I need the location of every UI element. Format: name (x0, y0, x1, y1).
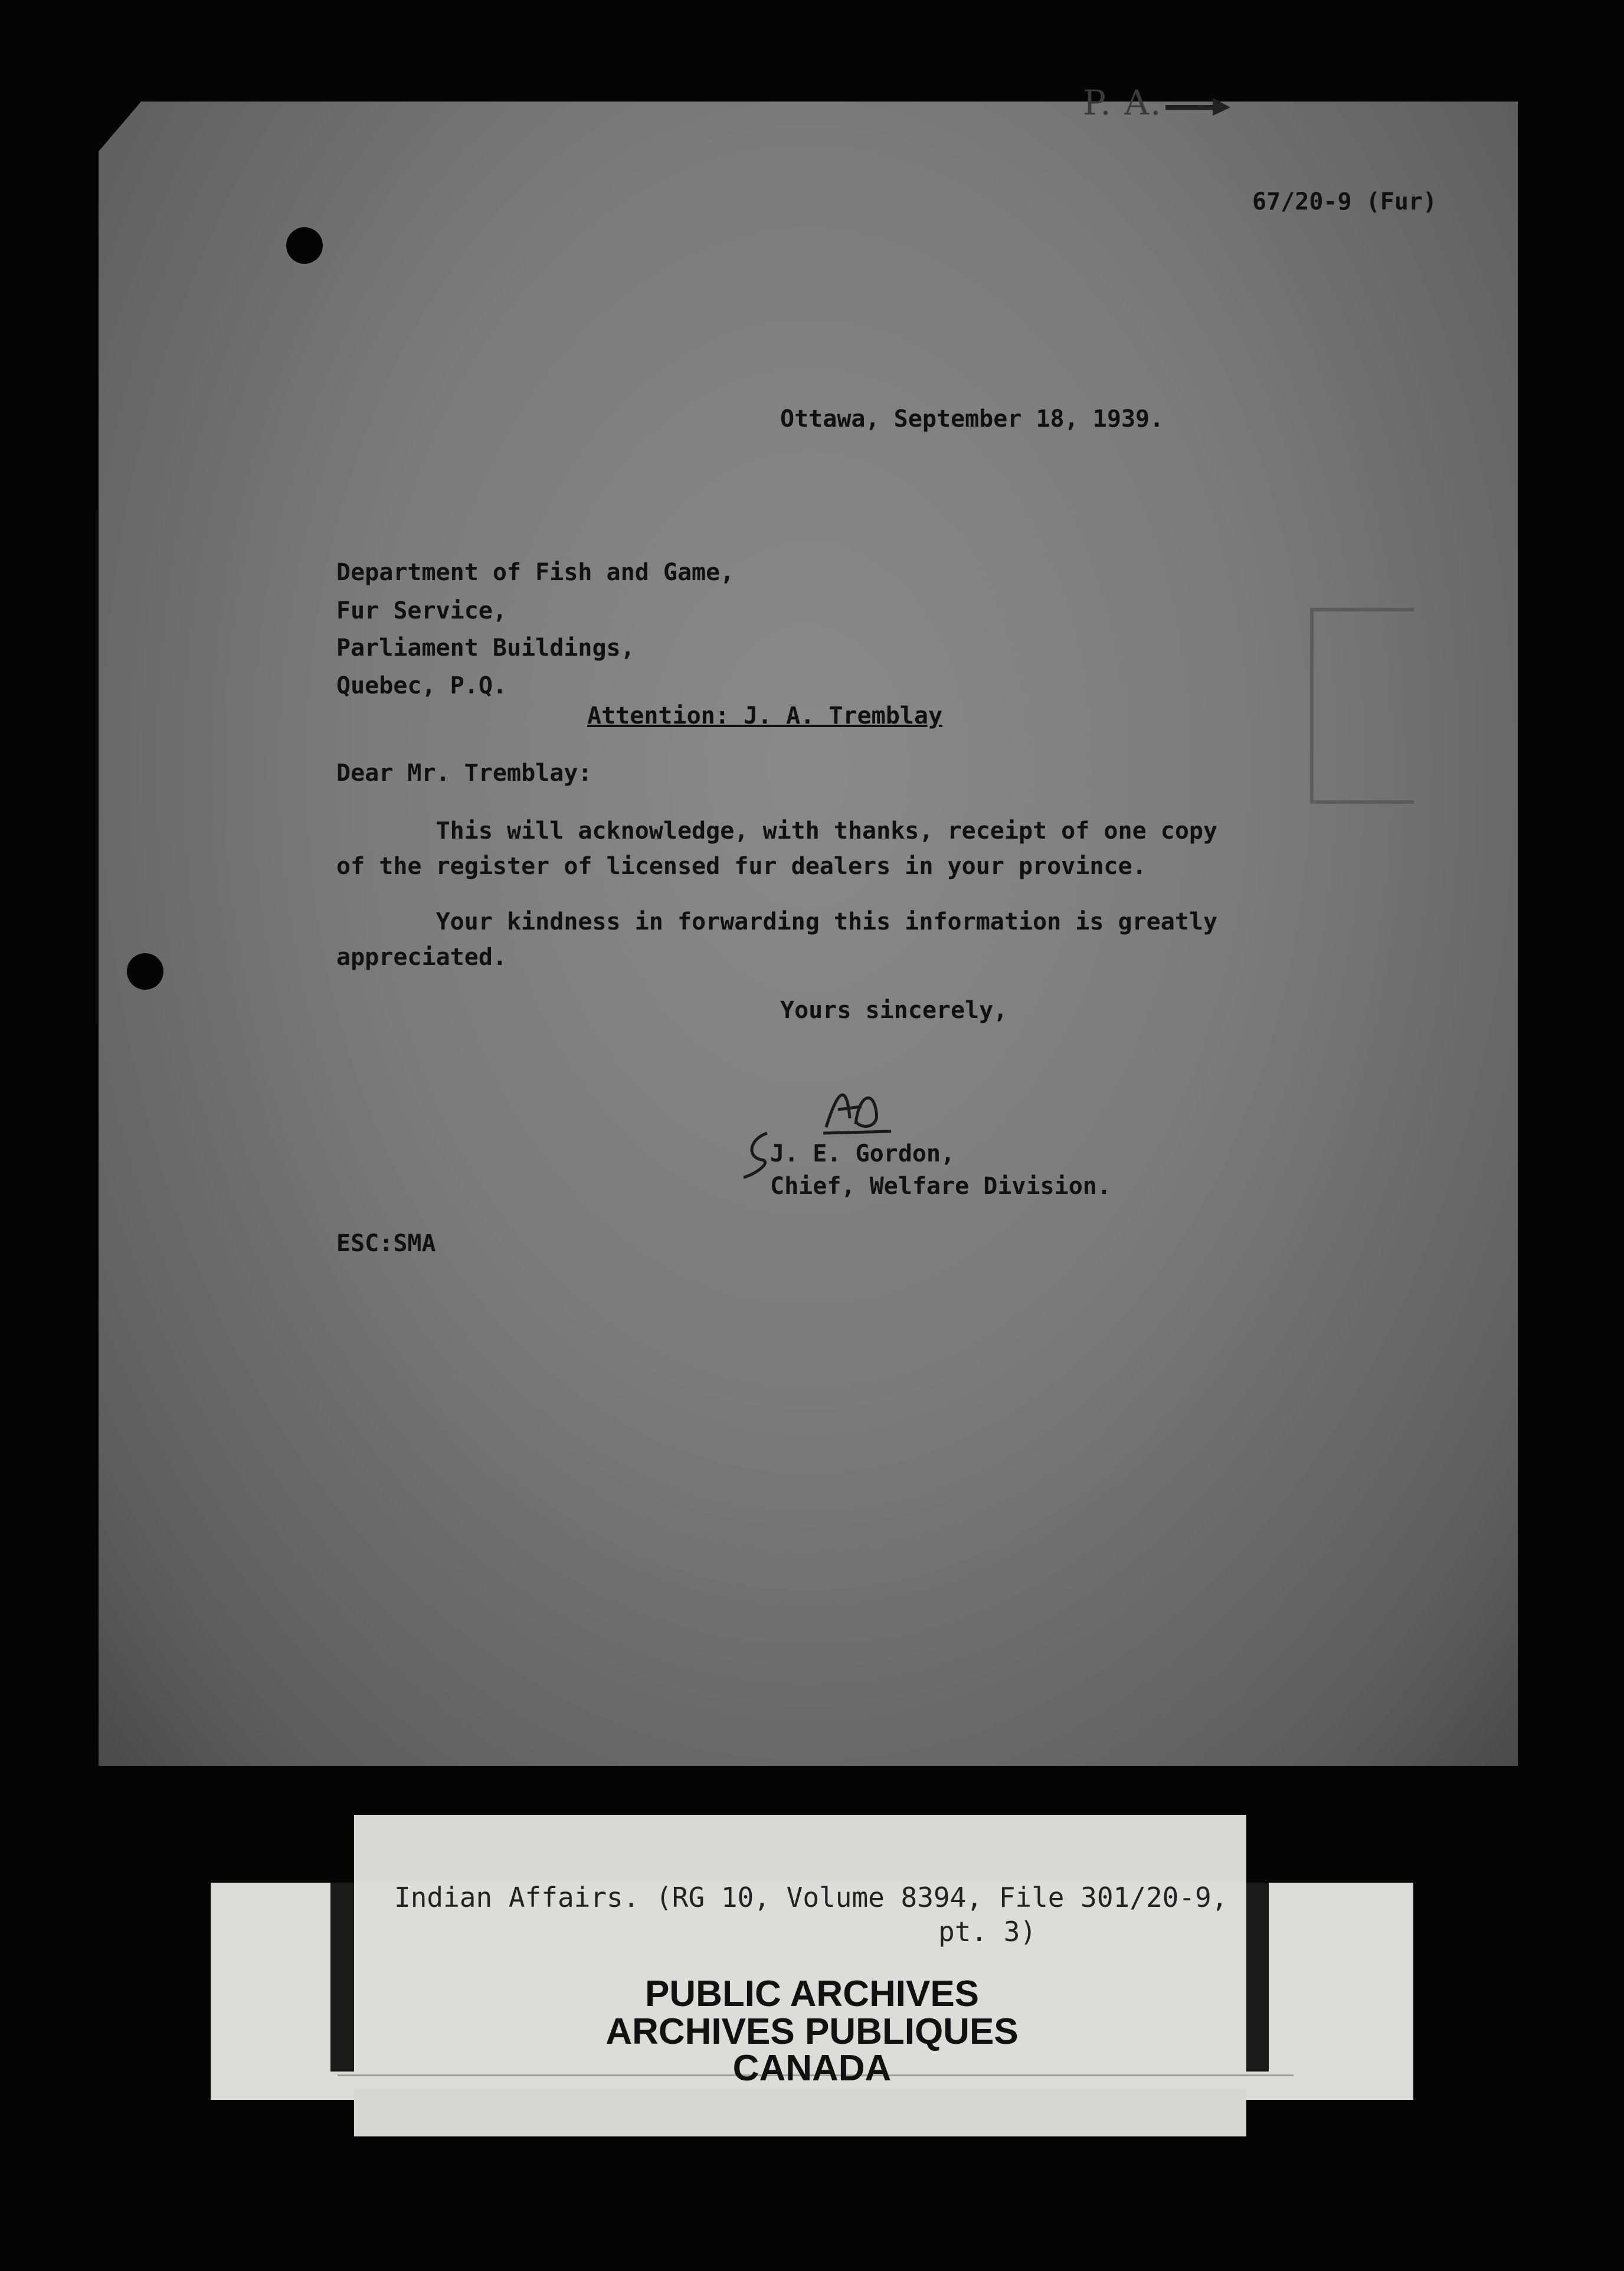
typist-initials: ESC:SMA (336, 1230, 436, 1257)
address-line-3: Parliament Buildings, (336, 634, 635, 662)
signatory-name: J. E. Gordon, (770, 1140, 955, 1167)
address-line-2: Fur Service, (336, 597, 507, 624)
paragraph-2-line-2: appreciated. (336, 944, 507, 971)
paragraph-2-line-1: Your kindness in forwarding this information is greatly (336, 908, 1218, 935)
archive-line-1: PUBLIC ARCHIVES (644, 1974, 980, 2014)
file-ref-prefix: P. A. (1083, 83, 1163, 123)
reference-line-1: Indian Affairs. (RG 10, Volume 8394, File 301/20-9, (394, 1881, 1228, 1913)
address-line-1: Department of Fish and Game, (336, 559, 735, 586)
paragraph-1-line-2: of the register of licensed fur dealers in your province. (336, 853, 1147, 880)
signature-initials (820, 1077, 897, 1142)
attention-line: Attention: J. A. Tremblay (587, 702, 943, 729)
punch-hole-top (286, 227, 323, 264)
reference-line-2: pt. 3) (938, 1916, 1037, 1948)
punch-hole-middle (127, 953, 163, 990)
archive-label-base (354, 2089, 1246, 2136)
paragraph-1-line-1: This will acknowledge, with thanks, receipt of one copy (336, 817, 1218, 845)
archive-line-2: ARCHIVES PUBLIQUES (605, 2011, 1019, 2052)
file-ref: 67/20-9 (Fur) (1252, 188, 1438, 215)
arrow-icon (1165, 94, 1230, 118)
archive-line-3: CANADA (732, 2048, 892, 2089)
received-stamp (1310, 608, 1414, 804)
date-line: Ottawa, September 18, 1939. (780, 405, 1164, 433)
salutation: Dear Mr. Tremblay: (336, 760, 592, 787)
signatory-title: Chief, Welfare Division. (770, 1173, 1111, 1200)
address-line-4: Quebec, P.Q. (336, 672, 507, 699)
closing: Yours sincerely, (780, 997, 1008, 1024)
